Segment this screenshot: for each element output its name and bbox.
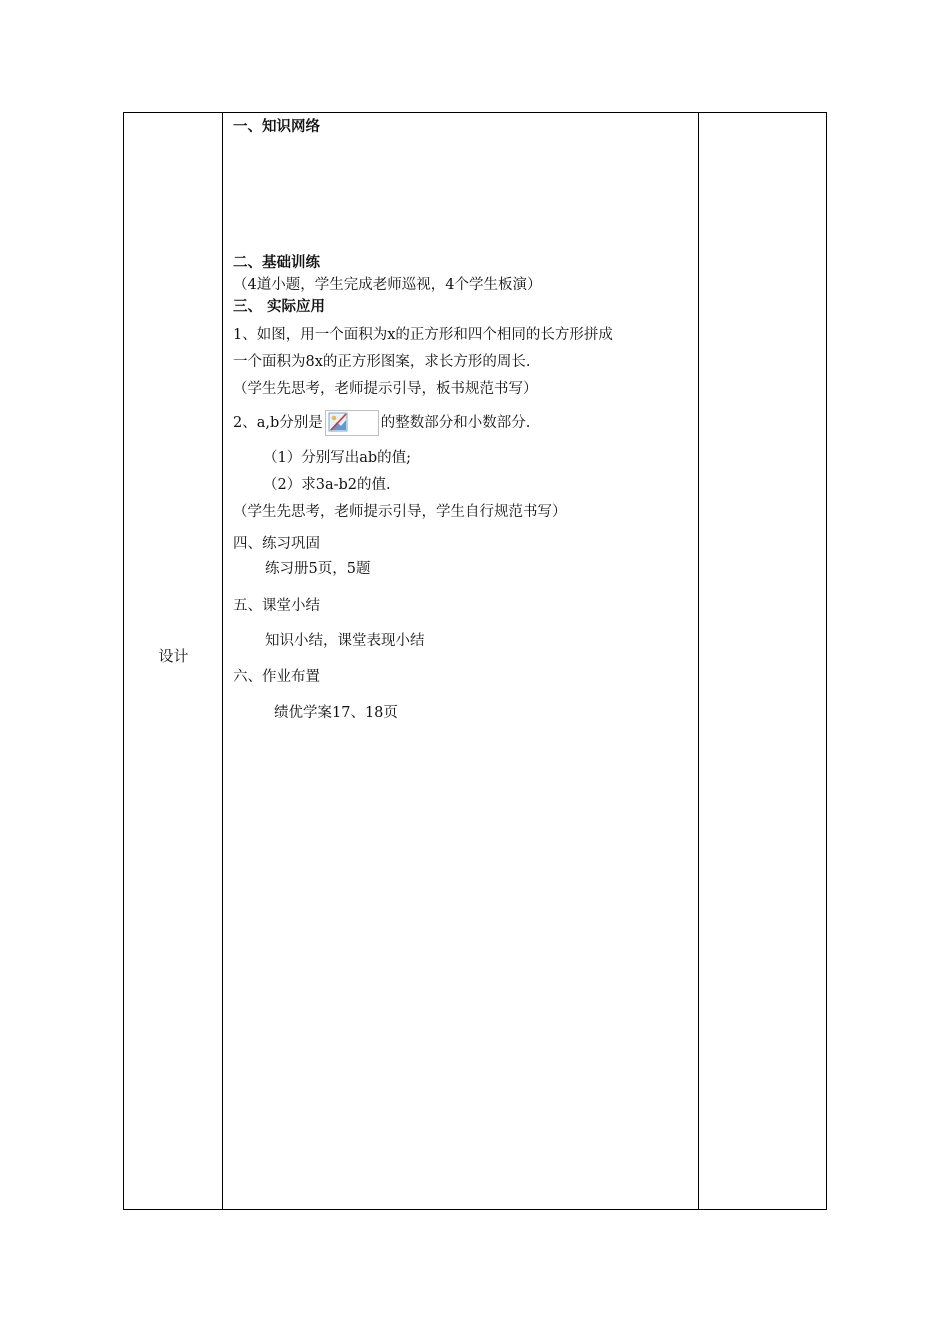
question-1-note: （学生先思考，老师提示引导，板书规范书写） bbox=[233, 381, 538, 397]
question-1-line-1: 1、如图，用一个面积为x的正方形和四个相同的长方形拼成 bbox=[233, 327, 613, 343]
question-2-prefix: 2、a,b分别是 bbox=[233, 415, 323, 431]
question-2 bbox=[233, 410, 530, 436]
section-summary: 五、课堂小结 bbox=[233, 598, 320, 614]
content-column bbox=[224, 113, 698, 1209]
practice-detail: 练习册5页，5题 bbox=[265, 561, 371, 577]
section-basic-training: 二、基础训练 bbox=[233, 255, 320, 271]
lesson-design-table bbox=[123, 112, 827, 1210]
section-knowledge-network: 一、知识网络 bbox=[233, 119, 320, 135]
basic-training-note: （4道小题，学生完成老师巡视，4个学生板演） bbox=[233, 277, 542, 293]
question-1-line-2: 一个面积为8x的正方形图案，求长方形的周长. bbox=[233, 354, 531, 370]
homework-detail: 绩优学案17、18页 bbox=[274, 705, 398, 721]
section-practice: 四、练习巩固 bbox=[233, 536, 320, 552]
section-practical-application: 三、 实际应用 bbox=[233, 299, 326, 315]
question-2-part-1: （1）分别写出ab的值; bbox=[263, 450, 412, 466]
summary-detail: 知识小结，课堂表现小结 bbox=[265, 633, 425, 649]
question-2-part-2: （2）求3a-b2的值. bbox=[263, 477, 391, 493]
row-label: 设计 bbox=[158, 647, 189, 665]
question-2-suffix: 的整数部分和小数部分. bbox=[380, 415, 531, 431]
question-2-note: （学生先思考，老师提示引导，学生自行规范书写） bbox=[233, 504, 567, 520]
section-homework: 六、作业布置 bbox=[233, 669, 320, 685]
label-column bbox=[124, 113, 223, 1209]
notes-column bbox=[698, 113, 827, 1209]
broken-image-icon bbox=[325, 410, 379, 436]
